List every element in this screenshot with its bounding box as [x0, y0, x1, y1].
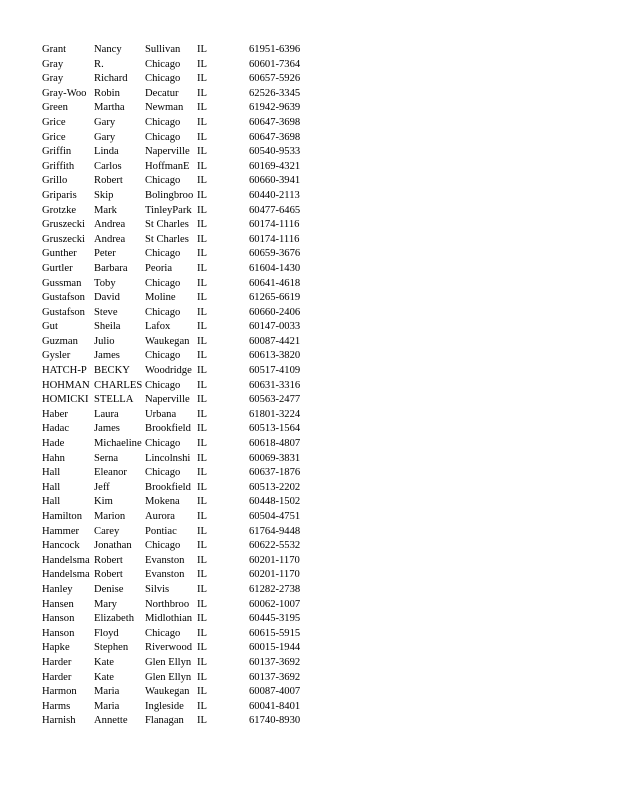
- zip-cell: 60618-4807: [249, 438, 301, 450]
- last-name-cell: Harnish: [42, 715, 76, 727]
- first-name-cell: Elizabeth: [94, 613, 135, 625]
- last-name-cell: Hansen: [42, 598, 74, 610]
- first-name-cell: Carlos: [94, 160, 122, 172]
- city-cell: Aurora: [145, 511, 176, 522]
- zip-cell: 60660-2406: [249, 306, 301, 318]
- state-cell: IL: [197, 686, 207, 698]
- zip-cell: 60563-2477: [249, 394, 301, 406]
- first-name-cell: STELLA: [94, 394, 134, 406]
- first-name-cell: Robert: [94, 569, 123, 581]
- state-cell: IL: [197, 292, 207, 304]
- zip-cell: 60517-4109: [249, 365, 301, 377]
- city-cell: Brookfield: [145, 481, 191, 493]
- first-name-cell: Robert: [94, 554, 123, 566]
- zip-cell: 60174-1116: [249, 233, 300, 245]
- last-name-cell: Gysler: [42, 350, 71, 362]
- first-name-cell: Toby: [94, 277, 116, 289]
- first-name-cell: Gary: [94, 116, 116, 128]
- city-cell: Mokena: [145, 496, 180, 508]
- state-cell: IL: [197, 394, 207, 406]
- state-cell: IL: [197, 438, 207, 450]
- state-cell: IL: [197, 656, 207, 668]
- last-name-cell: Griparis: [42, 189, 77, 201]
- last-name-cell: Hall: [42, 481, 61, 493]
- zip-cell: 60647-3698: [249, 116, 301, 128]
- city-cell: Sullivan: [145, 44, 181, 55]
- state-cell: IL: [197, 131, 207, 143]
- city-cell: Chicago: [145, 248, 181, 260]
- zip-cell: 60513-2202: [249, 481, 301, 493]
- first-name-cell: R.: [94, 58, 104, 70]
- state-cell: IL: [197, 613, 207, 625]
- zip-cell: 60641-4618: [249, 277, 301, 289]
- city-cell: Chicago: [145, 306, 181, 318]
- city-cell: Evanston: [145, 554, 185, 566]
- state-cell: IL: [197, 44, 207, 55]
- first-name-cell: Annette: [94, 715, 128, 727]
- city-cell: Woodridge: [145, 365, 192, 377]
- state-cell: IL: [197, 248, 207, 260]
- state-cell: IL: [197, 87, 207, 99]
- state-cell: IL: [197, 335, 207, 347]
- last-name-cell: Grillo: [42, 175, 68, 187]
- zip-cell: 61951-6396: [249, 44, 301, 55]
- last-name-cell: Gray-Woo: [42, 87, 87, 99]
- city-cell: Flanagan: [145, 715, 184, 727]
- state-cell: IL: [197, 160, 207, 172]
- zip-cell: 60647-3698: [249, 131, 301, 143]
- state-cell: IL: [197, 262, 207, 274]
- last-name-cell: Harms: [42, 700, 71, 712]
- state-cell: IL: [197, 408, 207, 420]
- last-name-cell: Gruszecki: [42, 233, 85, 245]
- zip-cell: 60637-1876: [249, 467, 301, 479]
- zip-cell: 60657-5926: [249, 73, 301, 85]
- first-name-cell: Eleanor: [94, 467, 127, 479]
- zip-cell: 60087-4421: [249, 335, 301, 347]
- city-cell: Ingleside: [145, 700, 184, 712]
- state-cell: IL: [197, 583, 207, 595]
- first-name-cell: James: [94, 423, 120, 435]
- last-name-cell: Handelsma: [42, 554, 90, 566]
- city-cell: Decatur: [145, 87, 179, 99]
- zip-cell: 60615-5915: [249, 627, 301, 639]
- last-name-cell: Griffith: [42, 160, 75, 172]
- city-cell: Naperville: [145, 146, 190, 158]
- zip-cell: 60513-1564: [249, 423, 301, 435]
- first-name-cell: Mark: [94, 204, 117, 216]
- zip-cell: 61942-9639: [249, 102, 301, 114]
- zip-cell: 61764-9448: [249, 525, 301, 537]
- zip-cell: 60660-3941: [249, 175, 301, 187]
- zip-cell: 61604-1430: [249, 262, 301, 274]
- last-name-cell: Hanley: [42, 583, 73, 595]
- last-name-cell: Hapke: [42, 642, 70, 654]
- state-cell: IL: [197, 569, 207, 581]
- last-name-cell: Grice: [42, 116, 66, 128]
- last-name-cell: HATCH-P: [42, 365, 87, 377]
- state-cell: IL: [197, 219, 207, 231]
- city-cell: Midlothian: [145, 613, 193, 625]
- state-cell: IL: [197, 700, 207, 712]
- city-cell: Brookfield: [145, 423, 191, 435]
- last-name-cell: Harder: [42, 671, 72, 683]
- last-name-cell: Grant: [42, 44, 67, 55]
- first-name-cell: Peter: [94, 248, 116, 260]
- zip-cell: 60087-4007: [249, 686, 301, 698]
- first-name-cell: David: [94, 292, 120, 304]
- state-cell: IL: [197, 116, 207, 128]
- state-cell: IL: [197, 467, 207, 479]
- first-name-cell: Marion: [94, 511, 126, 522]
- last-name-cell: Hancock: [42, 540, 80, 552]
- first-name-cell: Andrea: [94, 219, 126, 231]
- state-cell: IL: [197, 627, 207, 639]
- city-cell: Chicago: [145, 627, 181, 639]
- last-name-cell: Gut: [42, 321, 58, 333]
- zip-cell: 60440-2113: [249, 189, 300, 201]
- city-cell: Lincolnshi: [145, 452, 191, 464]
- last-name-cell: Gustafson: [42, 292, 85, 304]
- last-name-cell: Hall: [42, 496, 61, 508]
- first-name-cell: Kate: [94, 671, 114, 683]
- city-cell: Chicago: [145, 350, 181, 362]
- last-name-cell: Gurtler: [42, 262, 73, 274]
- state-cell: IL: [197, 554, 207, 566]
- city-cell: Lafox: [145, 321, 171, 333]
- first-name-cell: Carey: [94, 525, 120, 537]
- first-name-cell: Skip: [94, 189, 114, 201]
- city-cell: Peoria: [145, 262, 173, 274]
- zip-cell: 61265-6619: [249, 292, 301, 304]
- last-name-cell: Hahn: [42, 452, 65, 464]
- first-name-cell: Andrea: [94, 233, 126, 245]
- first-name-cell: Kim: [94, 496, 113, 508]
- city-cell: Bolingbroo: [145, 189, 194, 201]
- last-name-cell: Green: [42, 102, 68, 114]
- zip-cell: 60069-3831: [249, 452, 301, 464]
- city-cell: Chicago: [145, 73, 181, 85]
- state-cell: IL: [197, 452, 207, 464]
- state-cell: IL: [197, 715, 207, 727]
- last-name-cell: Harder: [42, 656, 72, 668]
- zip-cell: 60622-5532: [249, 540, 301, 552]
- last-name-cell: Harmon: [42, 686, 77, 698]
- state-cell: IL: [197, 175, 207, 187]
- last-name-cell: Gunther: [42, 248, 77, 260]
- state-cell: IL: [197, 365, 207, 377]
- last-name-cell: Gray: [42, 58, 64, 70]
- state-cell: IL: [197, 233, 207, 245]
- zip-cell: 60477-6465: [249, 204, 301, 216]
- first-name-cell: Robin: [94, 87, 120, 99]
- first-name-cell: Mary: [94, 598, 117, 610]
- first-name-cell: Linda: [94, 146, 119, 158]
- first-name-cell: Martha: [94, 102, 125, 114]
- last-name-cell: Grotzke: [42, 204, 77, 216]
- first-name-cell: Laura: [94, 408, 119, 420]
- zip-cell: 60062-1007: [249, 598, 301, 610]
- first-name-cell: Richard: [94, 73, 128, 85]
- city-cell: St Charles: [145, 233, 189, 245]
- state-cell: IL: [197, 642, 207, 654]
- zip-cell: 60147-0033: [249, 321, 301, 333]
- first-name-cell: Michaeline: [94, 438, 142, 450]
- state-cell: IL: [197, 511, 207, 522]
- last-name-cell: Grice: [42, 131, 66, 143]
- state-cell: IL: [197, 350, 207, 362]
- city-cell: Chicago: [145, 131, 181, 143]
- zip-cell: 60659-3676: [249, 248, 301, 260]
- city-cell: Chicago: [145, 277, 181, 289]
- zip-cell: 60504-4751: [249, 511, 301, 522]
- state-cell: IL: [197, 321, 207, 333]
- state-cell: IL: [197, 423, 207, 435]
- last-name-cell: Gray: [42, 73, 64, 85]
- state-cell: IL: [197, 189, 207, 201]
- state-cell: IL: [197, 102, 207, 114]
- last-name-cell: Handelsma: [42, 569, 90, 581]
- city-cell: Chicago: [145, 116, 181, 128]
- city-cell: Chicago: [145, 175, 181, 187]
- first-name-cell: Maria: [94, 700, 120, 712]
- city-cell: Naperville: [145, 394, 190, 406]
- zip-cell: 60631-3316: [249, 379, 301, 391]
- first-name-cell: CHARLES: [94, 379, 143, 391]
- first-name-cell: BECKY: [94, 365, 130, 377]
- last-name-cell: Hadac: [42, 423, 70, 435]
- zip-cell: 60201-1170: [249, 554, 300, 566]
- state-cell: IL: [197, 204, 207, 216]
- last-name-cell: Gruszecki: [42, 219, 85, 231]
- zip-cell: 60137-3692: [249, 671, 301, 683]
- first-name-cell: Julio: [94, 335, 115, 347]
- last-name-cell: Hamilton: [42, 511, 83, 522]
- first-name-cell: Sheila: [94, 321, 121, 333]
- city-cell: Chicago: [145, 467, 181, 479]
- state-cell: IL: [197, 58, 207, 70]
- state-cell: IL: [197, 277, 207, 289]
- first-name-cell: James: [94, 350, 120, 362]
- first-name-cell: Floyd: [94, 627, 119, 639]
- city-cell: Evanston: [145, 569, 185, 581]
- first-name-cell: Barbara: [94, 262, 128, 274]
- last-name-cell: Haber: [42, 408, 68, 420]
- last-name-cell: Griffin: [42, 146, 72, 158]
- last-name-cell: Gussman: [42, 277, 82, 289]
- zip-cell: 60137-3692: [249, 656, 301, 668]
- state-cell: IL: [197, 73, 207, 85]
- zip-cell: 60169-4321: [249, 160, 301, 172]
- city-cell: Northbroo: [145, 598, 190, 610]
- first-name-cell: Serna: [94, 452, 119, 464]
- zip-cell: 60448-1502: [249, 496, 301, 508]
- state-cell: IL: [197, 146, 207, 158]
- city-cell: Riverwood: [145, 642, 193, 654]
- first-name-cell: Maria: [94, 686, 120, 698]
- first-name-cell: Stephen: [94, 642, 129, 654]
- state-cell: IL: [197, 481, 207, 493]
- state-cell: IL: [197, 306, 207, 318]
- city-cell: Chicago: [145, 58, 181, 70]
- zip-cell: 60201-1170: [249, 569, 300, 581]
- first-name-cell: Gary: [94, 131, 116, 143]
- city-cell: St Charles: [145, 219, 189, 231]
- last-name-cell: HOMICKI: [42, 394, 89, 406]
- first-name-cell: Robert: [94, 175, 123, 187]
- last-name-cell: HOHMAN: [42, 379, 90, 391]
- first-name-cell: Nancy: [94, 44, 122, 55]
- state-cell: IL: [197, 379, 207, 391]
- city-cell: TinleyPark: [145, 204, 192, 216]
- last-name-cell: Hammer: [42, 525, 80, 537]
- zip-cell: 60041-8401: [249, 700, 301, 712]
- first-name-cell: Jonathan: [94, 540, 132, 552]
- city-cell: Moline: [145, 292, 176, 304]
- city-cell: Chicago: [145, 379, 181, 391]
- state-cell: IL: [197, 525, 207, 537]
- zip-cell: 61801-3224: [249, 408, 301, 420]
- last-name-cell: Guzman: [42, 335, 78, 347]
- zip-cell: 60445-3195: [249, 613, 301, 625]
- state-cell: IL: [197, 540, 207, 552]
- first-name-cell: Jeff: [94, 481, 110, 493]
- city-cell: Glen Ellyn: [145, 671, 192, 683]
- last-name-cell: Gustafson: [42, 306, 85, 318]
- first-name-cell: Kate: [94, 656, 114, 668]
- last-name-cell: Hade: [42, 438, 65, 450]
- zip-cell: 60015-1944: [249, 642, 301, 654]
- zip-cell: 61740-8930: [249, 715, 301, 727]
- city-cell: Newman: [145, 102, 184, 114]
- last-name-cell: Hall: [42, 467, 61, 479]
- last-name-cell: Hanson: [42, 627, 75, 639]
- city-cell: Chicago: [145, 540, 181, 552]
- city-cell: Waukegan: [145, 686, 190, 698]
- city-cell: Waukegan: [145, 335, 190, 347]
- last-name-cell: Hanson: [42, 613, 75, 625]
- state-cell: IL: [197, 671, 207, 683]
- city-cell: Chicago: [145, 438, 181, 450]
- city-cell: Glen Ellyn: [145, 656, 192, 668]
- zip-cell: 60613-3820: [249, 350, 301, 362]
- zip-cell: 60540-9533: [249, 146, 301, 158]
- zip-cell: 60601-7364: [249, 58, 301, 70]
- zip-cell: 62526-3345: [249, 87, 301, 99]
- city-cell: Silvis: [145, 583, 170, 595]
- first-name-cell: Denise: [94, 583, 124, 595]
- zip-cell: 61282-2738: [249, 583, 301, 595]
- state-cell: IL: [197, 496, 207, 508]
- first-name-cell: Steve: [94, 306, 118, 318]
- zip-cell: 60174-1116: [249, 219, 300, 231]
- city-cell: Pontiac: [145, 525, 177, 537]
- city-cell: HoffmanE: [145, 160, 190, 172]
- state-cell: IL: [197, 598, 207, 610]
- city-cell: Urbana: [145, 408, 177, 420]
